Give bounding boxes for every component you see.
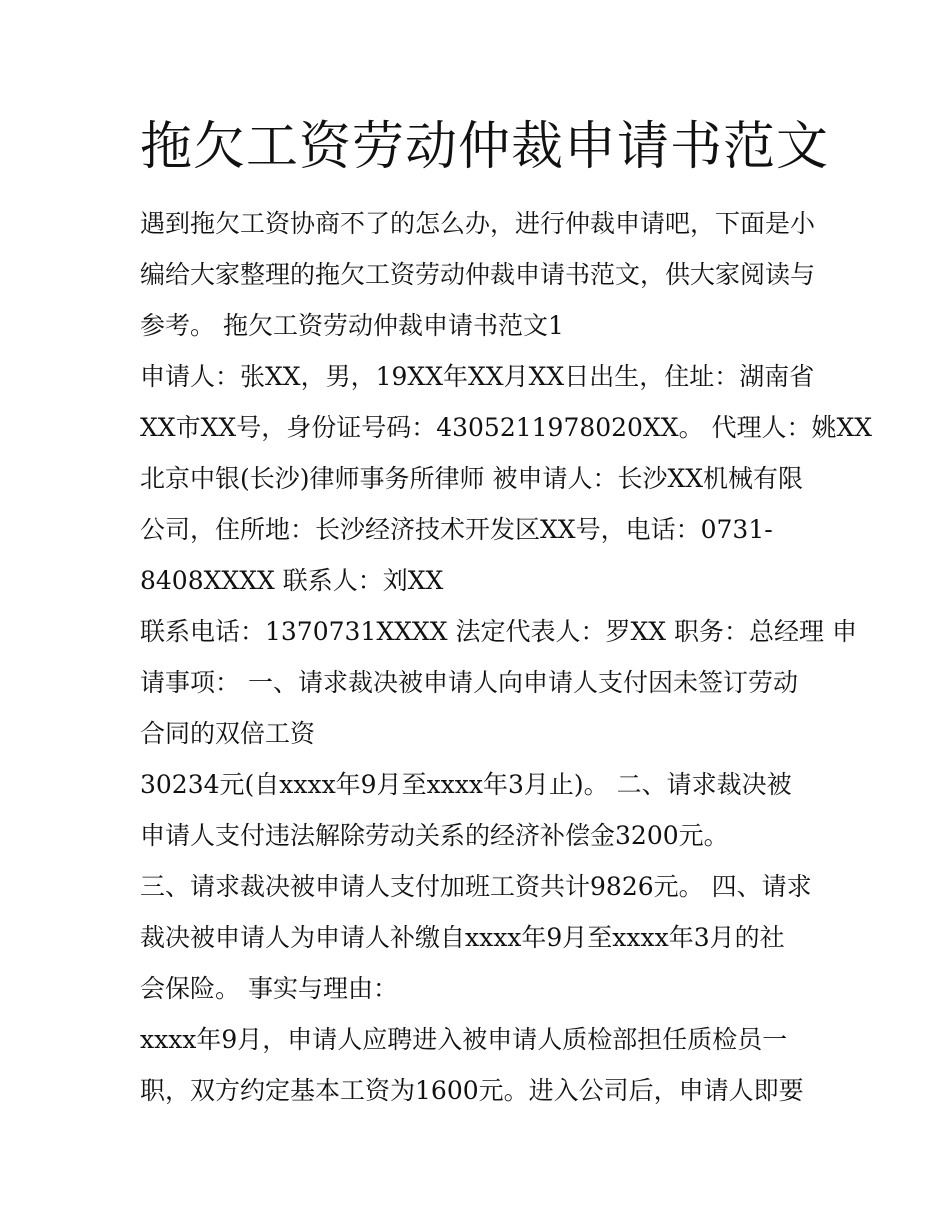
text-line: 请事项： 一、请求裁决被申请人向申请人支付因未签订劳动 [140, 668, 798, 697]
text-line: 遇到拖欠工资协商不了的怎么办，进行仲裁申请吧，下面是小 [140, 209, 816, 238]
text-line: 申请人：张XX，男，19XX年XX月XX日出生，住址：湖南省 [140, 362, 815, 391]
document-title: 拖欠工资劳动仲裁申请书范文 [140, 117, 830, 177]
text-line: 会保险。 事实与理由： [140, 974, 398, 1003]
text-line: xxxx年9月，申请人应聘进入被申请人质检部担任质检员一 [140, 1025, 788, 1054]
text-line: 联系电话：1370731XXXX 法定代表人：罗XX 职务：总经理 申 [140, 617, 857, 646]
text-line: 公司，住所地：长沙经济技术开发区XX号，电话：0731- [140, 515, 773, 544]
text-line: 裁决被申请人为申请人补缴自xxxx年9月至xxxx年3月的社 [140, 923, 785, 952]
text-line: 职，双方约定基本工资为1600元。进入公司后，申请人即要 [140, 1076, 804, 1105]
text-line: 编给大家整理的拖欠工资劳动仲裁申请书范文，供大家阅读与 [140, 260, 816, 289]
text-line: 三、请求裁决被申请人支付加班工资共计9826元。 四、请求 [140, 872, 812, 901]
document-body [140, 198, 873, 1116]
text-line: XX市XX号，身份证号码：4305211978020XX。 代理人：姚XX [140, 413, 873, 442]
text-line: 8408XXXX 联系人：刘XX [140, 566, 444, 595]
text-line: 申请人支付违法解除劳动关系的经济补偿金3200元。 [140, 821, 729, 850]
text-line: 北京中银(长沙)律师事务所律师 被申请人：长沙XX机械有限 [140, 464, 804, 493]
text-line: 合同的双倍工资 [140, 719, 316, 748]
text-line: 参考。 拖欠工资劳动仲裁申请书范文1 [140, 311, 564, 340]
text-line: 30234元(自xxxx年9月至xxxx年3月止)。 二、请求裁决被 [140, 770, 792, 799]
